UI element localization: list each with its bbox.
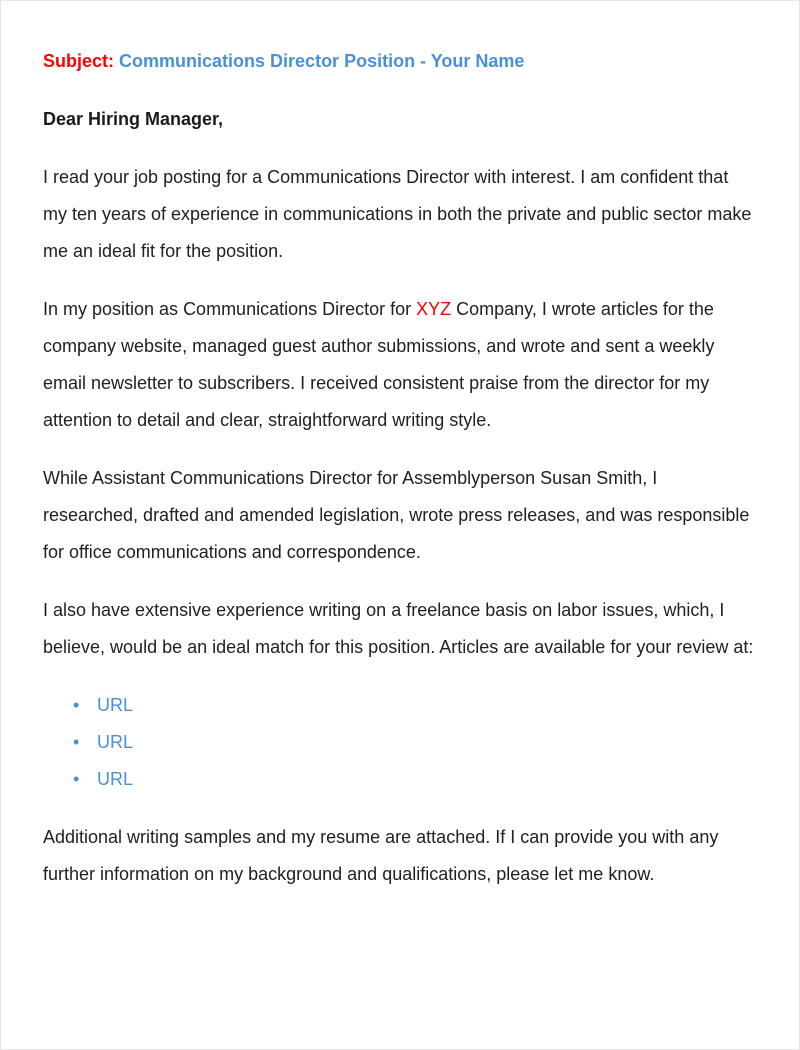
- bullet-icon: •: [73, 769, 80, 789]
- url-link[interactable]: URL: [97, 695, 134, 715]
- subject-title: Communications Director Position - Your Name: [119, 51, 525, 71]
- paragraph-freelance: I also have extensive experience writing on a freelance basis on labor issues, which, I believe, would be an ideal match for this position. Articles are available for your review at:: [43, 600, 754, 657]
- paragraph-experience-text-before: In my position as Communications Director for: [43, 299, 417, 319]
- company-name-highlight: XYZ: [416, 299, 452, 319]
- url-list-item: [73, 687, 757, 724]
- url-list-item: [73, 761, 757, 798]
- bullet-icon: •: [73, 732, 80, 752]
- subject-line: [43, 43, 757, 80]
- url-list-item: [73, 724, 757, 761]
- bullet-icon: •: [73, 695, 80, 715]
- paragraph-experience-director: [43, 291, 757, 439]
- subject-label: Subject:: [43, 51, 115, 71]
- paragraph-closing: Additional writing samples and my resume are attached. If I can provide you with any further information on my background and qualifications, please let me know.: [43, 827, 719, 884]
- paragraph-experience-text-after: Company, I wrote articles for the company website, managed guest author submissions, and wrote and sent a weekly email newsletter to subscribers. I received consistent praise from the director for my attention to detail and clear, straightforward writing style.: [43, 299, 715, 430]
- url-link[interactable]: URL: [97, 769, 134, 789]
- salutation: Dear Hiring Manager,: [43, 109, 224, 129]
- url-link[interactable]: URL: [97, 732, 134, 752]
- paragraph-intro: I read your job posting for a Communications Director with interest. I am confident that my ten years of experience in communications in both the private and public sector make me an ideal fit for the position.: [43, 167, 752, 261]
- paragraph-assistant-director: While Assistant Communications Director for Assemblyperson Susan Smith, I researched, drafted and amended legislation, wrote press releases, and was responsible for office communications and correspondence.: [43, 468, 750, 562]
- url-list: [43, 687, 757, 798]
